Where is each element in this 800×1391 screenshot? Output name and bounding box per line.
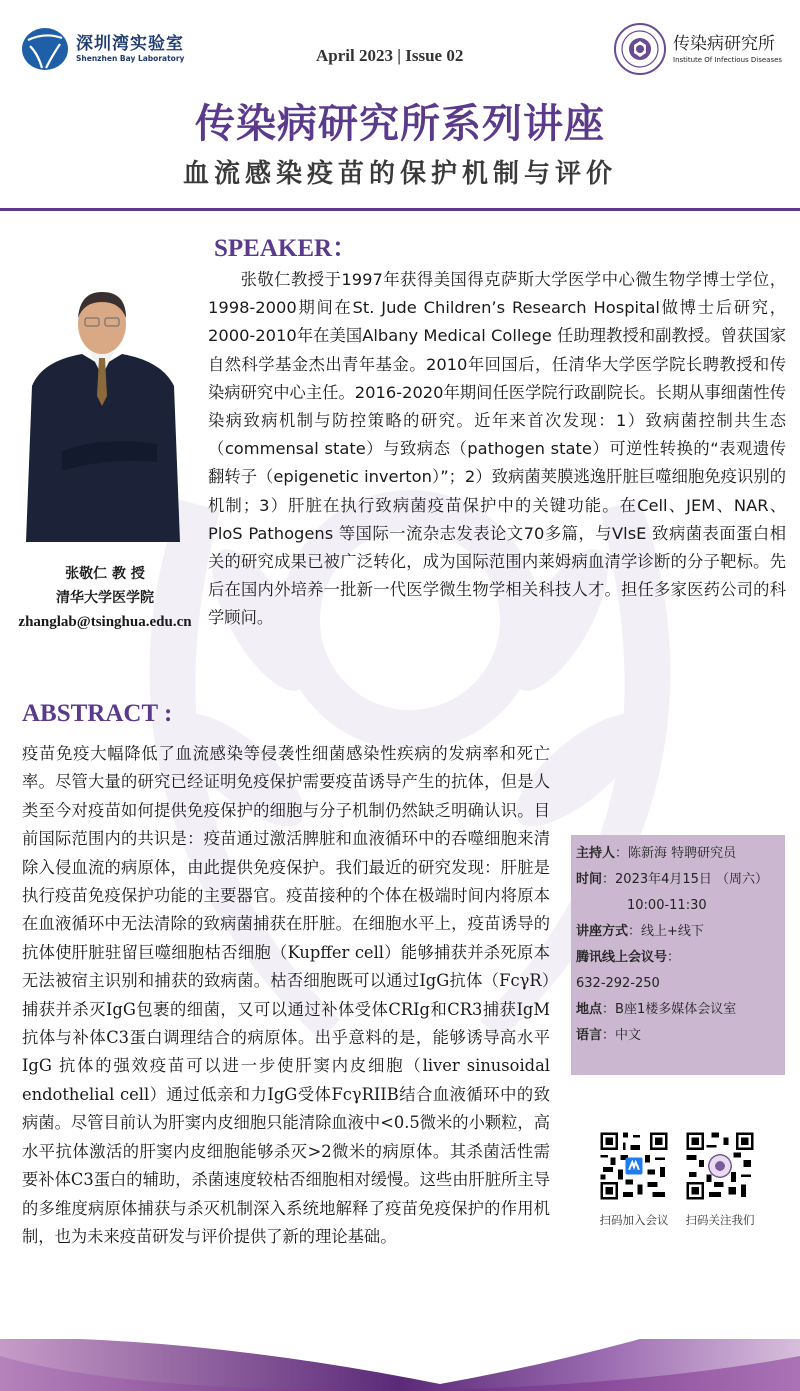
issue-date: April 2023 | Issue 02 xyxy=(316,46,464,65)
info-mode xyxy=(576,919,781,945)
speaker-heading: SPEAKER： xyxy=(214,235,358,262)
abstract-text: 疫苗免疫大幅降低了血流感染等侵袭性细菌感染性疾病的发病率和死亡率。尽管大量的研究已经证明免疫保护需要疫苗诱导产生的抗体，但是人类至今对疫苗如何提供免疫保护的细胞与分子机制仍然缺乏明确认识。目前国际范围内的共识是：疫苗通过激活脾脏和血液循环中的吞噬细胞来清除入侵血流的病原体，由此提供免疫保护。我们最近的研究发现：肝脏是执行疫苗免疫保护功能的主要器官。疫苗接种的个体在极端时间内将原本在血液循环中无法清除的致病菌捕获在肝脏。在细胞水平上，疫苗诱导的抗体使肝脏驻留巨噬细胞枯否细胞（Kupffer cell）能够捕获并杀死原本无法被宿主识别和捕获的致病菌。枯否细胞既可以通过IgG抗体（FcγR）捕获并杀灭IgG包裹的细菌，又可以通过补体受体CRIg和CR3捕获IgM抗体与补体C3蛋白调理结合的病原体。出乎意料的是，能够诱导高水平IgG 抗体的强效疫苗可以进一步使肝窦内皮细胞（liver sinusoidal endothelial cell）通过低亲和力IgG受体FcγRIIB结合血液循环中的致病菌。尽管目前认为肝窦内皮细胞只能清除血液中<0.5微米的小颗粒，高水平抗体激活的肝窦内皮细胞能够杀灭>2微米的病原体。其杀菌活性需要补体C3蛋白的辅助，杀菌速度较枯否细胞相对缓慢。这些由肝脏所主导的多维度病原体捕获与杀灭机制深入系统地解释了疫苗免疫保护的作用机制，也为未来疫苗研发与评价提供了新的理论基础。 xyxy=(22,744,550,1246)
event-info-box xyxy=(571,835,785,1075)
host-value: 陈新海 特聘研究员 xyxy=(628,846,737,861)
time-value: 2023年4月15日 （周六） xyxy=(615,872,769,887)
institute-emblem-icon xyxy=(613,22,667,76)
header-divider xyxy=(0,208,800,211)
qr-join-meeting[interactable] xyxy=(594,1130,674,1228)
left-logo-cn: 深圳湾实验室 xyxy=(76,34,184,54)
qr-follow-us[interactable] xyxy=(680,1130,760,1228)
right-logo-cn: 传染病研究所 xyxy=(673,34,775,54)
qr-label: 扫码加入会议 xyxy=(599,1213,669,1227)
shenzhen-bay-lab-emblem-icon xyxy=(20,24,70,74)
place-label: 地点 xyxy=(576,1002,603,1017)
speaker-photo xyxy=(22,266,184,542)
info-meeting-id[interactable]: 632-292-250 xyxy=(576,976,660,991)
info-time xyxy=(576,867,781,893)
page-title: 传染病研究所系列讲座 xyxy=(195,100,605,147)
sep: ： xyxy=(667,950,681,965)
info-language xyxy=(576,1023,781,1049)
host-label: 主持人 xyxy=(576,846,616,861)
sep: ： xyxy=(602,1028,616,1043)
institute-logo xyxy=(613,22,782,76)
sep: ： xyxy=(602,872,616,887)
sep: ： xyxy=(602,1002,616,1017)
speaker-bio: 张敬仁教授于1997年获得美国得克萨斯大学医学中心微生物学博士学位，1998-2000期间在St. Jude Children’s Research Hospital做博士后研究，2000-2010年在美国Albany Medical College 任助理教授和副教授。曾获国家自然科学基金杰出青年基金。2010年回国后，任清华大学医学院长聘教授和传染病研究中心主任。2016-2020年期间任医学院行政副院长。长期从事细菌性传染病致病机制与防控策略的研究。近年来首次发现：1）致病菌控制共生态（commensal state）与致病态（pathogen state）可逆性转换的“表观遗传翻转子（epigenetic inverton）”；2）致病菌荚膜逃逸肝脏巨噬细胞免疫识别的机制；3）肝脏在执行致病菌疫苗保护中的关键功能。在Cell、JEM、NAR、PloS Pathogens 等国际一流杂志发表论文70多篇，与VlsE 致病菌表面蛋白相关的研究成果已被广泛转化，成为国际范围内莱姆病血清学诊断的分子靶标。先后在国内外培养一批新一代医学微生物学相关科技人才。担任多家医药公司的科学顾问。 xyxy=(208,270,786,628)
meeting-label: 腾讯线上会议号 xyxy=(576,950,668,965)
info-host xyxy=(576,841,781,867)
speaker-affiliation: 清华大学医学院 xyxy=(56,590,154,606)
left-logo-en: Shenzhen Bay Laboratory xyxy=(76,54,185,63)
qr-code-icon[interactable] xyxy=(598,1130,670,1202)
lang-label: 语言 xyxy=(576,1028,603,1043)
sep: ： xyxy=(615,846,629,861)
qr-code-icon[interactable] xyxy=(684,1130,756,1202)
speaker-email[interactable]: zhanglab@tsinghua.edu.cn xyxy=(18,614,192,630)
lang-value: 中文 xyxy=(615,1028,642,1043)
shenzhen-bay-lab-logo xyxy=(20,24,184,74)
sep: ： xyxy=(628,924,642,939)
speaker-name: 张敬仁 教 授 xyxy=(65,566,145,582)
qr-label: 扫码关注我们 xyxy=(685,1213,755,1227)
time-label: 时间 xyxy=(576,872,603,887)
speaker-info xyxy=(0,562,210,634)
info-meeting-label xyxy=(576,945,781,971)
mode-value: 线上+线下 xyxy=(641,924,704,939)
page-subtitle: 血流感染疫苗的保护机制与评价 xyxy=(182,159,617,189)
right-logo-en: Institute Of Infectious Diseases xyxy=(673,56,783,64)
mode-label: 讲座方式 xyxy=(576,924,629,939)
abstract-heading: ABSTRACT : xyxy=(22,700,173,727)
info-place xyxy=(576,997,781,1023)
footer-wave-decoration xyxy=(0,1336,800,1391)
place-value: B座1楼多媒体会议室 xyxy=(615,1002,737,1017)
info-time-range: 10:00-11:30 xyxy=(627,898,707,913)
